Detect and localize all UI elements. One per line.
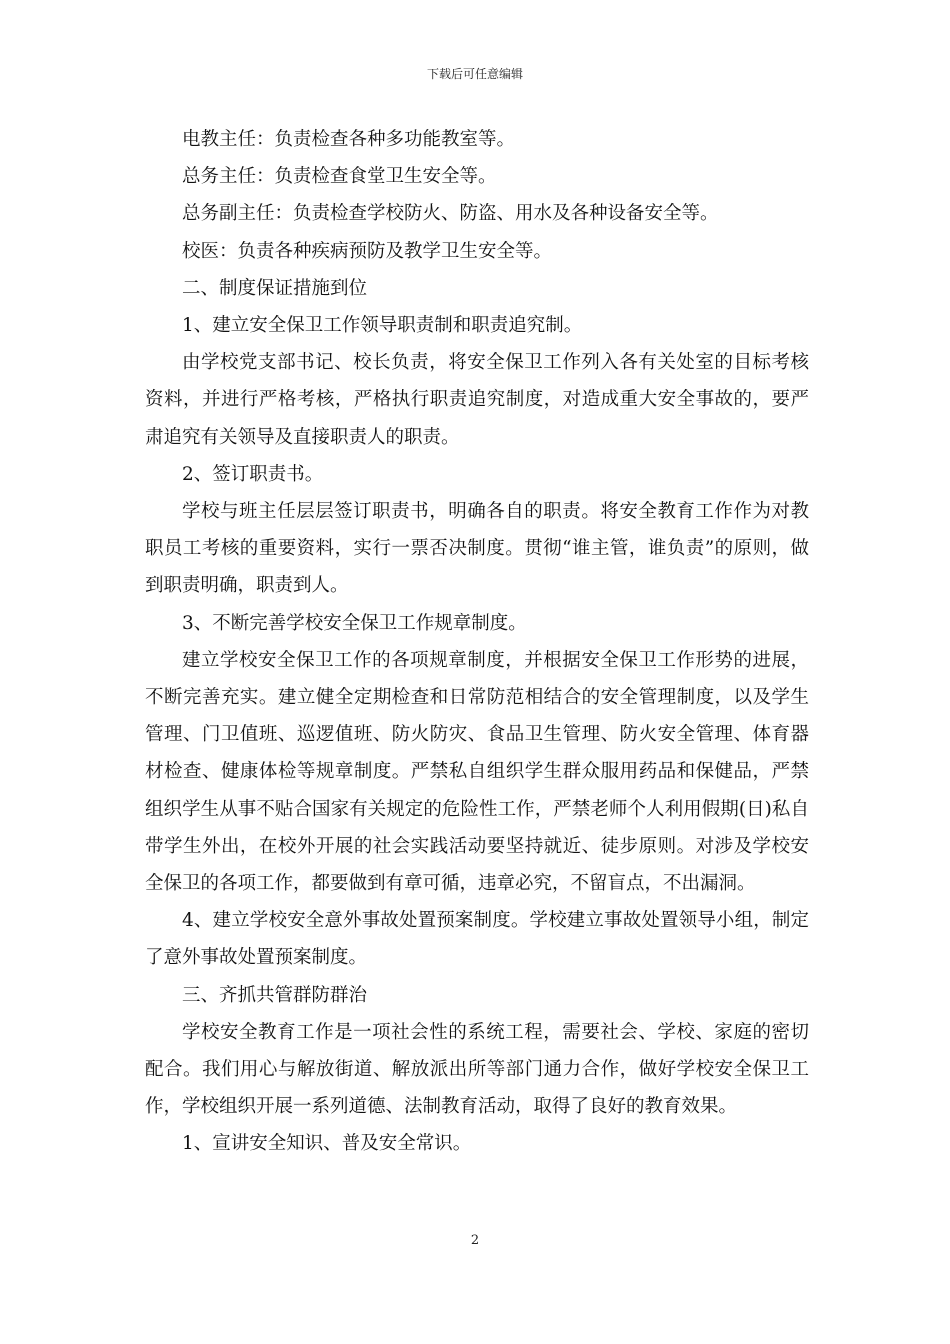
section-heading-2: 二、制度保证措施到位	[182, 277, 368, 299]
paragraph-6: 1、建立安全保卫工作领导职责制和职责追究制。	[182, 315, 583, 337]
paragraph-2: 总务主任：负责检查食堂卫生安全等。	[182, 166, 497, 188]
paragraph-4: 校医：负责各种疾病预防及教学卫生安全等。	[182, 240, 553, 262]
paragraph-14: 学校安全教育工作是一项社会性的系统工程，需要社会、学校、家庭的密切配合。我们用心与解放街道、解放派出所等部门通力合作，做好学校安全保卫工作，学校组织开展一系列道德、法制教育活动，取得了良好的教育效果。	[145, 1021, 809, 1118]
paragraph-10: 3、不断完善学校安全保卫工作规章制度。	[182, 612, 527, 634]
section-heading-3: 三、齐抓共管群防群治	[182, 984, 368, 1006]
document-body	[145, 121, 809, 1163]
paragraph-1: 电教主任：负责检查各种多功能教室等。	[182, 129, 516, 150]
page-number: 2	[470, 1233, 480, 1248]
paragraph-9: 学校与班主任层层签订职责书，明确各自的职责。将安全教育工作作为对教职员工考核的重要资料，实行一票否决制度。贯彻“谁主管，谁负责”的原则，做到职责明确，职责到人。	[145, 501, 809, 597]
paragraph-11: 建立学校安全保卫工作的各项规章制度，并根据安全保卫工作形势的进展，不断完善充实。建立健全定期检查和日常防范相结合的安全管理制度，以及学生管理、门卫值班、巡逻值班、防火防灾、食品卫生管理、防火安全管理、体育器材检查、健康体检等规章制度。严禁私自组织学生群众服用药品和保健品，严禁组织学生从事不贴合国家有关规定的危险性工作，严禁老师个人利用假期(日)私自带学生外出，在校外开展的社会实践活动要坚持就近、徒步原则。对涉及学校安全保卫的各项工作，都要做到有章可循，违章必究，不留盲点，不出漏洞。	[145, 649, 809, 895]
header-note: 下载后可任意编辑	[426, 67, 523, 81]
paragraph-7: 由学校党支部书记、校长负责，将安全保卫工作列入各有关处室的目标考核资料，并进行严格考核，严格执行职责追究制度，对造成重大安全事故的，要严肃追究有关领导及直接职责人的职责。	[145, 352, 809, 448]
paragraph-15: 1、宣讲安全知识、普及安全常识。	[182, 1133, 472, 1155]
paragraph-12: 4、建立学校安全意外事故处置预案制度。学校建立事故处置领导小组，制定了意外事故处置预案制度。	[145, 910, 809, 969]
paragraph-3: 总务副主任：负责检查学校防火、防盗、用水及各种设备安全等。	[182, 203, 719, 225]
paragraph-8: 2、签订职责书。	[182, 463, 324, 485]
